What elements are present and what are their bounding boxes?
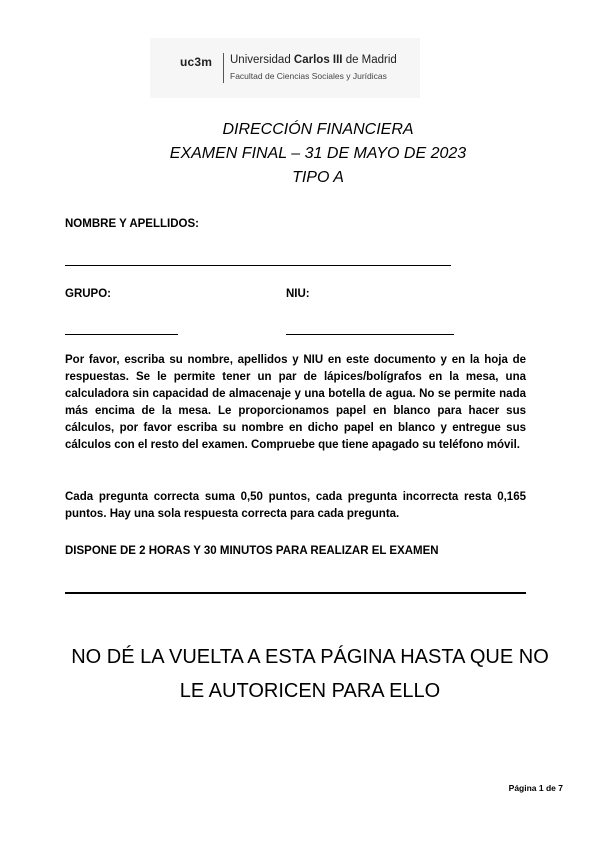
warning-line-2: LE AUTORICEN PARA ELLO [179,680,441,702]
name-label: NOMBRE Y APELLIDOS: [65,218,199,230]
instructions-paragraph: Por favor, escriba su nombre, apellidos y NIU en este documento y en la hoja de respuestas. Se le permite tener un par de lápices/bolígrafos en la mesa, una calculadora sin capacidad de almacenaje y una botella de agua. No se permite nada más encima de la mesa. Le proporcionamos papel en blanco para hacer sus cálculos, por favor escriba su nombre en dicho papel en blanco y entregue sus cálculos con el resto del examen. Compruebe que tiene apagado su teléfono móvil. [65,354,526,451]
separator-line [65,592,526,594]
faculty-name: Facultad de Ciencias Sociales y Jurídicas [230,71,387,81]
scoring-paragraph: Cada pregunta correcta suma 0,50 puntos, cada pregunta incorrecta resta 0,165 puntos. Hay una sola respuesta correcta para cada pregunta. [65,491,526,520]
niu-label: NIU: [286,288,310,300]
exam-type: TIPO A [292,169,344,186]
logo-mark: uc3m [180,55,213,69]
do-not-turn-warning [40,640,580,708]
university-logo [150,38,420,98]
group-field-line[interactable] [65,334,178,335]
name-field-line[interactable] [65,265,451,266]
university-name-prefix: Universidad [230,54,294,66]
time-notice: DISPONE DE 2 HORAS Y 30 MINUTOS PARA REALIZAR EL EXAMEN [65,545,439,557]
course-title: DIRECCIÓN FINANCIERA [222,121,414,138]
university-name-bold: Carlos III [293,54,343,66]
group-label: GRUPO: [65,288,111,300]
university-name [230,54,397,66]
page-number: Página 1 de 7 [508,783,563,793]
logo-divider [223,53,224,83]
exam-header [0,118,599,190]
warning-line-1: NO DÉ LA VUELTA A ESTA PÁGINA HASTA QUE NO [71,646,549,668]
university-name-suffix: de Madrid [342,54,397,66]
exam-title: EXAMEN FINAL – 31 DE MAYO DE 2023 [169,145,467,162]
niu-field-line[interactable] [286,334,454,335]
